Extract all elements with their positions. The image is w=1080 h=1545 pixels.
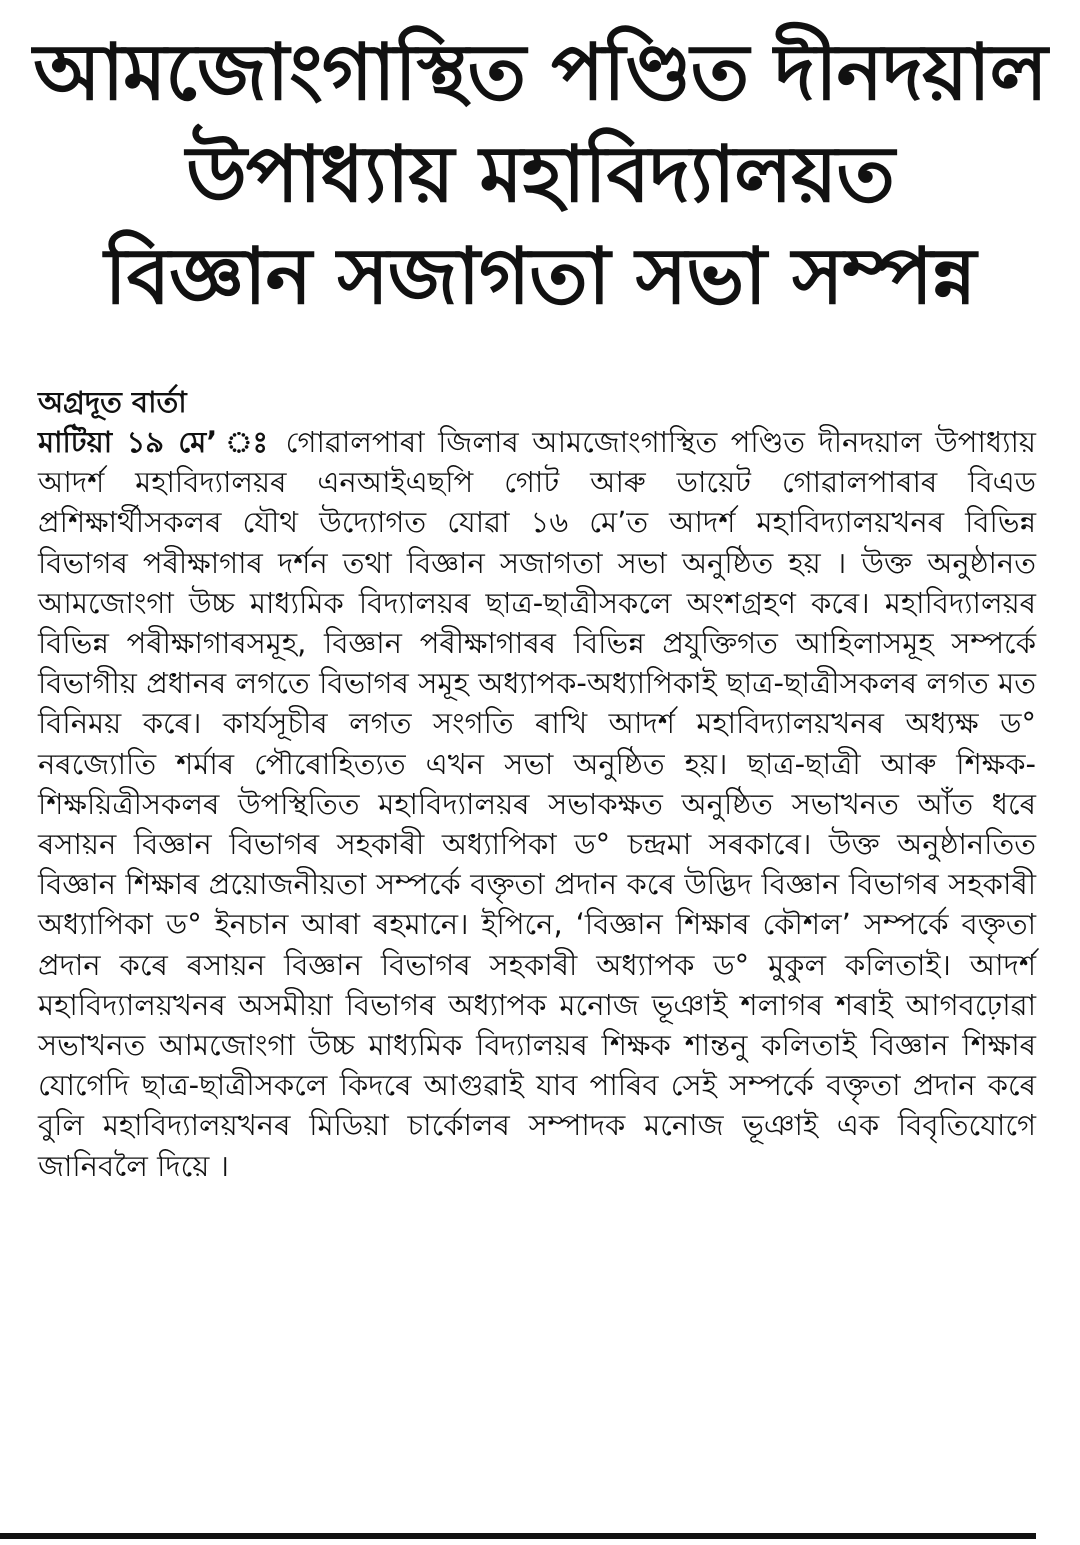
headline-line-1: আমজোংগাস্থিত পণ্ডিত দীনদয়াল	[33, 28, 1047, 118]
headline-line-3: বিজ্ঞান সজাগতা সভা সম্পন্ন	[104, 232, 976, 322]
article-body-text: গোৱালপাৰা জিলাৰ আমজোংগাস্থিত পণ্ডিত দীনদয়াল উপাধ্যায় আদৰ্শ মহাবিদ্যালয়ৰ এনআইএছপি গোট আৰু ডায়েট গোৱালপাৰাৰ বিএড প্ৰশিক্ষাৰ্থীসকলৰ যৌথ উদ্যোগত যোৱা ১৬ মে’ত আদৰ্শ মহাবিদ্যালয়খনৰ বিভিন্ন বিভাগৰ পৰীক্ষাগাৰ দৰ্শন তথা বিজ্ঞান সজাগতা সভা অনুষ্ঠিত হয় । উক্ত অনুষ্ঠানত আমজোংগা উচ্চ মাধ্যমিক বিদ্যালয়ৰ ছাত্ৰ-ছাত্ৰীসকলে অংশগ্ৰহণ কৰে। মহাবিদ্যালয়ৰ বিভিন্ন পৰীক্ষাগাৰসমূহ, বিজ্ঞান পৰীক্ষাগাৰৰ বিভিন্ন প্ৰযুক্তিগত আহিলাসমূহ সম্পৰ্কে বিভাগীয় প্ৰধানৰ লগতে বিভাগৰ সমূহ অধ্যাপক-অধ্যাপিকাই ছাত্ৰ-ছাত্ৰীসকলৰ লগত মত বিনিময় কৰে। কাৰ্যসূচীৰ লগত সংগতি ৰাখি আদৰ্শ মহাবিদ্যালয়খনৰ অধ্যক্ষ ড° নৰজ্যোতি শৰ্মাৰ পৌৰোহিত্যত এখন সভা অনুষ্ঠিত হয়। ছাত্ৰ-ছাত্ৰী আৰু শিক্ষক-শিক্ষয়িত্ৰীসকলৰ উপস্থিতিত মহাবিদ্যালয়ৰ সভাকক্ষত অনুষ্ঠিত সভাখনত আঁত ধৰে ৰসায়ন বিজ্ঞান বিভাগৰ সহকাৰী অধ্যাপিকা ড° চন্দ্ৰমা সৰকাৰে। উক্ত অনুষ্ঠানতিত বিজ্ঞান শিক্ষাৰ প্ৰয়োজনীয়তা সম্পৰ্কে বক্তৃতা প্ৰদান কৰে উদ্ভিদ বিজ্ঞান বিভাগৰ সহকাৰী অধ্যাপিকা ড° ইনচান আৰা ৰহমানে। ইপিনে, ‘বিজ্ঞান শিক্ষাৰ কৌশল’ সম্পৰ্কে বক্তৃতা প্ৰদান কৰে ৰসায়ন বিজ্ঞান বিভাগৰ সহকাৰী অধ্যাপক ড° মুকুল কলিতাই। আদৰ্শ মহাবিদ্যালয়খনৰ অসমীয়া বিভাগৰ অধ্যাপক মনোজ ভূঞাই শলাগৰ শৰাই আগবঢ়োৱা সভাখনত আমজোংগা উচ্চ মাধ্যমিক বিদ্যালয়ৰ শিক্ষক শান্তনু কলিতাই বিজ্ঞান শিক্ষাৰ যোগেদি ছাত্ৰ-ছাত্ৰীসকলে কিদৰে আগুৱাই যাব পাৰিব সেই সম্পৰ্কে বক্তৃতা প্ৰদান কৰে বুলি মহাবিদ্যালয়খনৰ মিডিয়া চাৰ্কোলৰ সম্পাদক মনোজ ভূঞাই এক বিবৃতিযোগে জানিবলৈ দিয়ে ।	[38, 425, 1037, 1183]
headline-line-2: উপাধ্যায় মহাবিদ্যালয়ত	[186, 130, 894, 220]
bottom-rule	[0, 1533, 1036, 1539]
dateline: মাটিয়া ১৯ মে’ ঃ	[38, 425, 273, 459]
article-body-paragraph	[38, 422, 1036, 1186]
headline	[20, 22, 1060, 328]
byline: অগ্ৰদূত বাৰ্তা	[38, 385, 187, 419]
article	[38, 382, 1036, 1186]
